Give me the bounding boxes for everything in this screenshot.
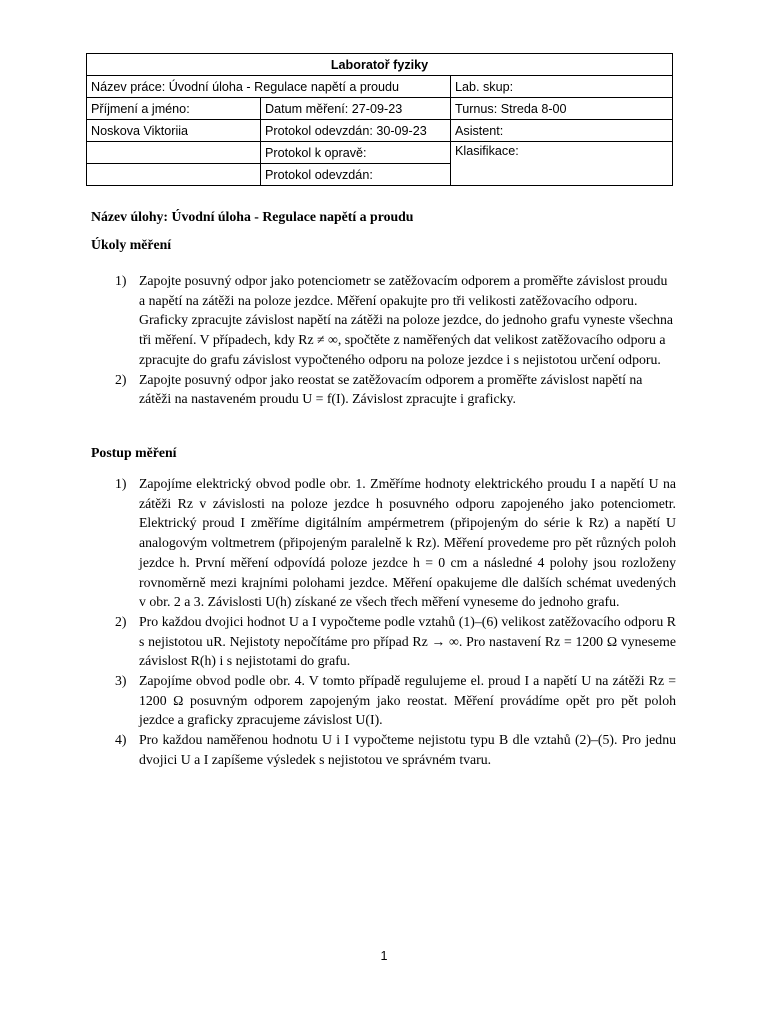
list-item-number: 2): [115, 371, 127, 387]
list-item-text: Pro každou dvojici hodnot U a I vypočteme podle vztahů (1)–(6) velikost zatěžovacího odporu R s nejistotou uR. Nejistoty nepočítáme pro případ Rz → ∞. Pro nastavení Rz = 1200 Ω vyneseme závislost R(h) i s nejistotami do grafu.: [139, 613, 676, 669]
list-item-text: Zapojíme elektrický obvod podle obr. 1. Změříme hodnoty elektrického proudu I a napětí U na zátěži Rz v závislosti na poloze jezdce h posuvného odporu zapojeného jako potenciometr. Elektrický proud I změříme digitálním ampérmetrem (připojeným do série k Rz) a napětí U analogovým voltmetrem (připojeným paralelně k Rz). Měření provedeme pro pět různých poloh jezdce h. První měření odpovídá poloze jezdce h = 0 cm a následné 4 polohy jsou rozloženy rovnoměrně mezi krajními polohami jezdce. Měření opakujeme dle dalších schémat uvedených v obr. 2 a 3. Závislosti U(h) získané ze všech třech měření vyneseme do jednoho grafu.: [139, 476, 676, 610]
page-number: 1: [380, 949, 388, 963]
header-empty-cell: [87, 142, 261, 164]
list-item-number: 3): [115, 673, 127, 689]
list-item-text: Zapojte posuvný odpor jako potenciometr se zatěžovacím odporem a proměřte závislost proudu a napětí na zátěži na poloze jezdce. Měření opakujte pro tři velikosti zatěžovacího odporu. Graficky zpracujte závislost napětí na zátěži na poloze jezdce, do jednoho grafu vyneste všechna tři měření. V případech, kdy Rz ≠ ∞, spočtěte z naměřených dat velikost zatěžovacího odporu a zpracujte do grafu závislost vypočteného odporu na poloze jezdce i s nejistotou určení odporu.: [139, 273, 674, 367]
header-assistant: Asistent:: [451, 120, 673, 142]
procedure-list: [91, 474, 676, 770]
list-item-number: 1): [115, 476, 127, 491]
list-item-text: Pro každou naměřenou hodnotu U i I vypočteme nejistotu typu B dle vztahů (2)–(5). Pro jednu dvojici U a I zapíšeme výsledek s nejistotou ve správném tvaru.: [139, 732, 676, 767]
header-lab-group: Lab. skup:: [451, 76, 673, 98]
header-turnus: Turnus: Streda 8-00: [451, 98, 673, 120]
tasks-list: [91, 271, 676, 409]
header-name-label: Příjmení a jméno:: [87, 98, 261, 120]
header-work-name: Název práce: Úvodní úloha - Regulace napětí a proudu: [87, 76, 451, 98]
list-item-text: Zapojíme obvod podle obr. 4. V tomto případě regulujeme el. proud I a napětí U na zátěži Rz = 1200 Ω posuvným odporem zapojeným jako reostat. Měření provádíme opět pro pět poloh jezdce a graficky zpracujeme závislost U(I).: [139, 673, 676, 728]
header-student-name: Noskova Viktoriia: [87, 120, 261, 142]
list-item: [91, 730, 676, 769]
header-measure-date: Datum měření: 27-09-23: [261, 98, 451, 120]
procedure-heading: Postup měření: [91, 445, 177, 460]
header-title: Laboratoř fyziky: [87, 54, 673, 76]
header-submitted-date: Protokol odevzdán: 30-09-23: [261, 120, 451, 142]
header-empty-cell: [87, 164, 261, 186]
list-item: [91, 271, 676, 370]
task-title: Název úlohy: Úvodní úloha - Regulace napětí a proudu: [91, 209, 414, 224]
header-table: [86, 53, 673, 186]
list-item: [91, 612, 676, 671]
header-correction: Protokol k opravě:: [261, 142, 451, 164]
list-item-number: 1): [115, 273, 127, 288]
list-item-number: 2): [115, 613, 127, 629]
list-item: [91, 370, 676, 409]
tasks-heading: Úkoly měření: [91, 237, 172, 252]
list-item: [91, 474, 676, 612]
list-item: [91, 671, 676, 730]
list-item-number: 4): [115, 732, 127, 748]
header-resubmitted: Protokol odevzdán:: [261, 164, 451, 186]
list-item-text: Zapojte posuvný odpor jako reostat se zatěžovacím odporem a proměřte závislost napětí na zátěži na nastaveném proudu U = f(I). Závislost zpracujte i graficky.: [139, 371, 643, 407]
header-classification: Klasifikace:: [451, 142, 673, 186]
